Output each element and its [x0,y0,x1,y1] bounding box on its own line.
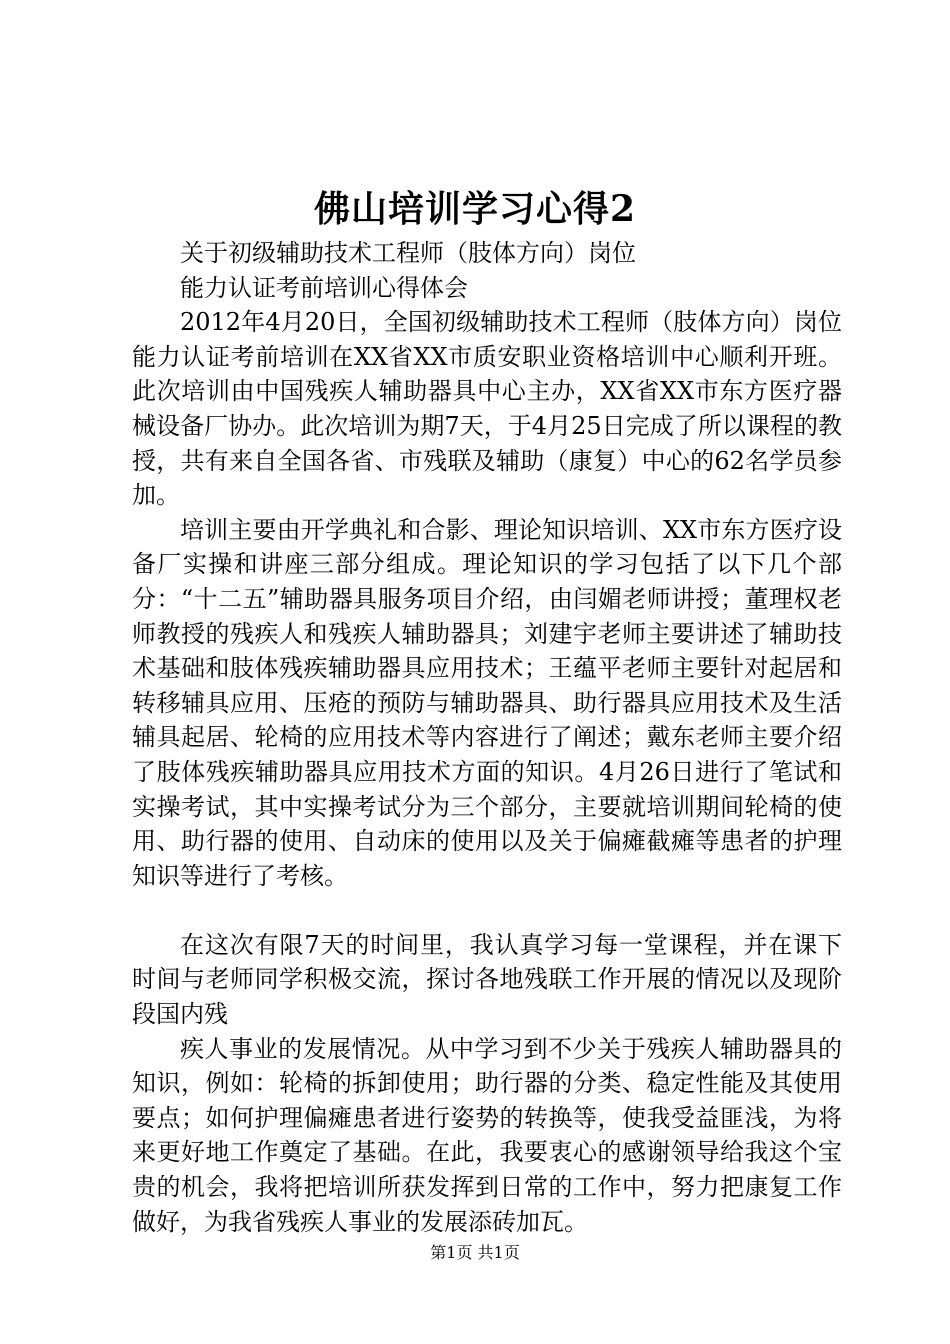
paragraph-heading-line-2: 能力认证考前培训心得体会 [180,273,468,302]
page-footer: 第1页 共1页 [430,1243,520,1262]
paragraph-learning-experience: 在这次有限7天的时间里，我认真学习每一堂课程，并在课下时间与老师同学积极交流，探讨各地残联工作开展的情况以及现阶段国内残 [132,930,842,1029]
paragraph-gratitude: 疾人事业的发展情况。从中学习到不少关于残疾人辅助器具的知识，例如：轮椅的拆卸使用；助行器的分类、稳定性能及其使用要点；如何护理偏瘫患者进行姿势的转换等，使我受益匪浅，为将来更好地工作奠定了基础。在此，我要衷心的感谢领导给我这个宝贵的机会，我将把培训所获发挥到日常的工作中，努力把康复工作做好，为我省残疾人事业的发展添砖加瓦。 [132,1034,842,1236]
paragraph-heading-line-1: 关于初级辅助技术工程师（肢体方向）岗位 [180,239,636,267]
document-body [132,236,842,1239]
paragraph-training-overview: 2012年4月20日，全国初级辅助技术工程师（肢体方向）岗位能力认证考前培训在XX省XX市质安职业资格培训中心顺利开班。此次培训由中国残疾人辅助器具中心主办，XX省XX市东方医疗器械设备厂协办。此次培训为期7天，于4月25日完成了所以课程的教授，共有来自全国各省、市残联及辅助（康复）中心的62名学员参加。 [132,308,842,510]
document-title: 佛山培训学习心得2 [313,188,637,230]
paragraph-training-content: 培训主要由开学典礼和合影、理论知识培训、XX市东方医疗设备厂实操和讲座三部分组成。理论知识的学习包括了以下几个部分：“十二五”辅助器具服务项目介绍，由闫媚老师讲授；董理权老师教授的残疾人和残疾人辅助器具；刘建宇老师主要讲述了辅助技术基础和肢体残疾辅助器具应用技术；王蕴平老师主要针对起居和转移辅具应用、压疮的预防与辅助器具、助行器具应用技术及生活辅具起居、轮椅的应用技术等内容进行了阐述；戴东老师主要介绍了肢体残疾辅助器具应用技术方面的知识。4月26日进行了笔试和实操考试，其中实操考试分为三个部分，主要就培训期间轮椅的使用、助行器的使用、自动床的使用以及关于偏瘫截瘫等患者的护理知识等进行了考核。 [132,515,842,890]
